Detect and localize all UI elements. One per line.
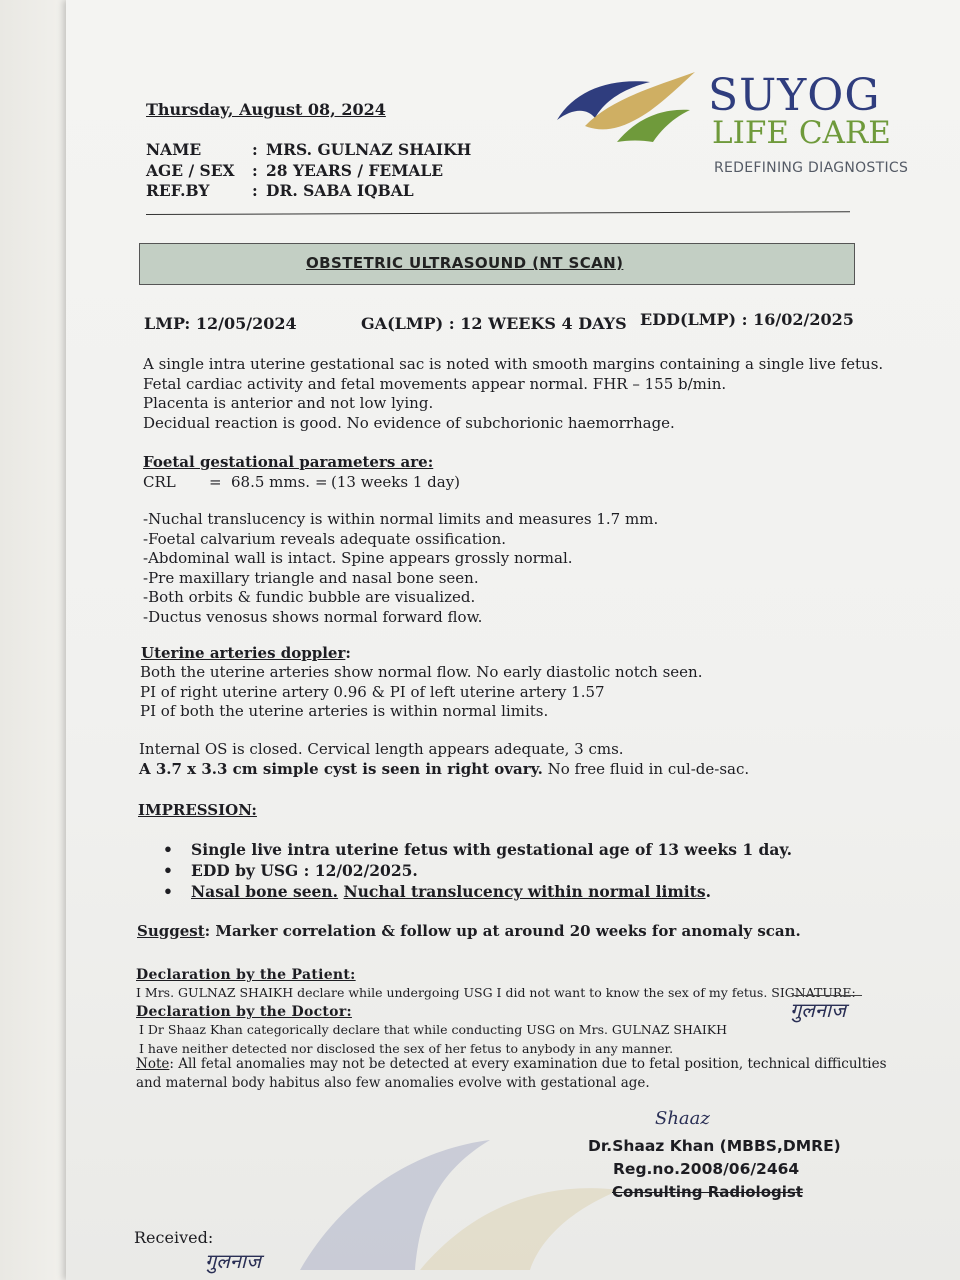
doctor-declaration-line: I have neither detected nor disclosed the sex of her fetus to anybody in any manner. [139, 1041, 674, 1056]
report-date: Thursday, August 08, 2024 [146, 100, 386, 119]
doppler-heading-colon: : [345, 644, 351, 662]
separator: : [252, 140, 258, 159]
note-line [136, 1055, 887, 1074]
observation-line: -Pre maxillary triangle and nasal bone seen. [143, 568, 479, 587]
received-signature: गुलनाज [205, 1249, 261, 1273]
doctor-declaration-line: I Dr Shaaz Khan categorically declare that while conducting USG on Mrs. GULNAZ SHAIKH [139, 1022, 728, 1037]
parameters-heading: Foetal gestational parameters are: [143, 453, 434, 471]
note-block [136, 1055, 887, 1093]
brand-name: SUYOG [708, 70, 881, 121]
patient-age-row [146, 161, 471, 182]
patient-signature: गुलनाज [790, 998, 846, 1022]
impression-text: Nuchal translucency within normal limits [343, 882, 706, 901]
bullet: • [163, 861, 173, 880]
doppler-heading-row [141, 644, 351, 664]
doctor-designation: Consulting Radiologist [612, 1183, 803, 1201]
cervix-block [139, 740, 749, 779]
ref-by-label: REF.BY [146, 181, 210, 200]
note-text: : All fetal anomalies may not be detected at every examination due to fetal position, technical difficulties [169, 1056, 887, 1072]
observation-line: -Ductus venosus shows normal forward flow. [143, 607, 483, 626]
suggestion-row [137, 922, 801, 940]
doppler-block [140, 663, 702, 722]
separator: : [252, 160, 258, 180]
cervix-line: Internal OS is closed. Cervical length appears adequate, 3 cms. [139, 740, 624, 758]
impression-text: EDD by USG : 12/02/2025. [191, 861, 418, 880]
observation-line: -Foetal calvarium reveals adequate ossification. [143, 529, 507, 548]
doppler-line: PI of right uterine artery 0.96 & PI of left uterine artery 1.57 [140, 682, 605, 701]
impression-list [163, 839, 792, 902]
suyog-logo-mark-icon [555, 60, 705, 150]
report-title: OBSTETRIC ULTRASOUND (NT SCAN) [306, 254, 624, 272]
age-sex-value: 28 YEARS / FEMALE [266, 160, 444, 180]
impression-text: Nasal bone seen. [191, 882, 339, 901]
patient-name-row [146, 140, 471, 161]
finding-line: Fetal cardiac activity and fetal movements appear normal. FHR – 155 b/min. [143, 374, 727, 393]
suggest-label: Suggest [137, 922, 205, 940]
patient-ref-row [146, 181, 471, 202]
patient-declaration-text: I Mrs. GULNAZ SHAIKH declare while undergoing USG I did not want to know the sex of my fetus. SIGNATURE: [136, 985, 856, 1000]
doctor-declaration-heading: Declaration by the Doctor: [136, 1004, 352, 1020]
crl-equals: = [209, 473, 222, 491]
name-label: NAME [146, 140, 202, 159]
gestational-age: GA(LMP) : 12 WEEKS 4 DAYS [361, 314, 627, 333]
ovary-cyst-finding: A 3.7 x 3.3 cm simple cyst is seen in right ovary. [139, 759, 543, 778]
impression-item [163, 881, 792, 902]
ref-by-value: DR. SABA IQBAL [266, 181, 414, 200]
watermark-logo-icon [300, 1120, 630, 1270]
note-line: and maternal body habitus also few anomalies evolve with gestational age. [136, 1075, 650, 1091]
observation-line: -Both orbits & fundic bubble are visualized. [143, 588, 476, 606]
doppler-line: PI of both the uterine arteries is within normal limits. [140, 702, 549, 720]
impression-text: Single live intra uterine fetus with gestational age of 13 weeks 1 day. [191, 840, 793, 859]
doppler-line: Both the uterine arteries show normal flow. No early diastolic notch seen. [140, 663, 703, 681]
observation-line: -Abdominal wall is intact. Spine appears grossly normal. [143, 549, 573, 567]
finding-line: Decidual reaction is good. No evidence of subchorionic haemorrhage. [143, 413, 675, 432]
crl-label: CRL [143, 473, 176, 491]
doctor-name: Dr.Shaaz Khan (MBBS,DMRE) [588, 1137, 841, 1155]
crl-equals-2: = [315, 473, 328, 491]
age-sex-label: AGE / SEX [146, 160, 235, 180]
crl-row [143, 473, 460, 493]
bullet: • [163, 882, 173, 901]
observation-line: -Nuchal translucency is within normal limits and measures 1.7 mm. [143, 510, 659, 528]
separator: : [252, 181, 258, 200]
bullet: • [163, 840, 173, 859]
free-fluid-finding: No free fluid in cul-de-sac. [542, 759, 750, 778]
finding-line: A single intra uterine gestational sac is noted with smooth margins containing a single live fetus. [143, 355, 884, 373]
name-value: MRS. GULNAZ SHAIKH [266, 140, 472, 159]
observations-block [143, 510, 658, 627]
patient-info [146, 140, 471, 202]
findings-block [143, 355, 883, 433]
doctor-signature: Shaaz [655, 1108, 710, 1129]
suggest-text: : Marker correlation & follow up at around 20 weeks for anomaly scan. [204, 922, 801, 940]
note-label: Note [136, 1056, 170, 1072]
impression-item [163, 839, 792, 860]
impression-heading: IMPRESSION: [138, 801, 257, 819]
brand-tagline: REDEFINING DIAGNOSTICS [714, 160, 909, 176]
finding-line: Placenta is anterior and not low lying. [143, 394, 434, 412]
impression-period: . [705, 882, 711, 901]
lmp-date: LMP: 12/05/2024 [144, 314, 297, 333]
crl-value: 68.5 mms. [231, 473, 311, 491]
patient-declaration-heading: Declaration by the Patient: [136, 967, 356, 983]
ovary-line [139, 760, 749, 780]
received-label: Received: [134, 1228, 214, 1247]
brand-subname: LIFE CARE [712, 115, 891, 151]
edd-date: EDD(LMP) : 16/02/2025 [640, 310, 854, 329]
impression-item [163, 860, 792, 881]
crl-gestational-age: (13 weeks 1 day) [331, 473, 461, 491]
doppler-heading: Uterine arteries doppler [141, 644, 346, 662]
doctor-registration: Reg.no.2008/06/2464 [613, 1160, 800, 1178]
